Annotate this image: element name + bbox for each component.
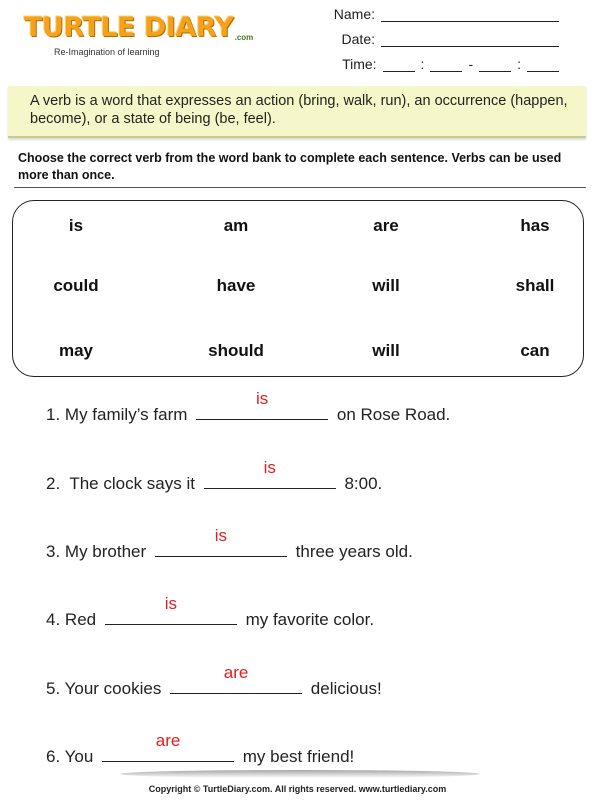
logo-text: TURTLE DIARY (24, 12, 234, 43)
word-bank-item: has (520, 216, 550, 235)
sentence-after: my favorite color. (245, 610, 375, 629)
sentence-number: 6. (46, 747, 61, 766)
word-bank-item: will (372, 341, 400, 360)
word-bank-item: could (53, 276, 99, 295)
sentence-6 (46, 731, 355, 767)
sentence-3 (46, 526, 413, 562)
copyright-footer: Copyright © TurtleDiary.com. All rights reserved. www.turtlediary.com (148, 784, 447, 794)
time-label: Time: (342, 56, 377, 72)
name-row (329, 6, 559, 22)
sentence-number: 1. (46, 405, 61, 424)
word-bank-item: may (58, 341, 94, 360)
word-bank-item: shall (515, 276, 555, 295)
answer-blank[interactable] (105, 594, 237, 625)
date-label: Date: (341, 31, 375, 47)
word-bank-item: have (216, 276, 256, 295)
sentence-before: My family’s farm (64, 405, 188, 424)
sentence-5 (46, 663, 382, 699)
word-bank-item: should (208, 341, 264, 360)
answer-text: is (263, 458, 276, 477)
answer-text: is (214, 526, 228, 545)
answer-blank[interactable] (102, 731, 234, 762)
time-separator: : (420, 56, 425, 72)
turtle-diary-logo (24, 10, 253, 46)
word-bank-item: is (68, 216, 84, 235)
sentence-1 (46, 389, 451, 425)
time-field-minutes-end[interactable] (527, 57, 559, 72)
sentence-after: on Rose Road. (336, 405, 451, 424)
logo-suffix: .com (234, 33, 254, 42)
time-field-minutes-start[interactable] (430, 57, 462, 72)
instructions: Choose the correct verb from the word bank to complete each sentence. Verbs can be used more than once. (18, 151, 562, 182)
answer-blank[interactable] (204, 458, 336, 489)
time-row (331, 56, 559, 72)
name-field[interactable] (381, 7, 559, 22)
answer-blank[interactable] (196, 389, 328, 420)
answer-text: is (164, 594, 177, 613)
answer-text: are (223, 663, 249, 682)
sentence-after: delicious! (310, 679, 382, 698)
time-separator: : (517, 56, 521, 72)
sentence-before: My brother (64, 542, 147, 561)
word-bank-item: will (372, 276, 400, 295)
footer-shadow (120, 770, 480, 778)
sentence-before: Your cookies (64, 679, 162, 698)
time-field-hours-start[interactable] (383, 57, 415, 72)
definition-text: A verb is a word that expresses an action (bring, walk, run), an occurrence (happen, become), or a state of being (be, feel). (30, 93, 568, 127)
answer-blank[interactable] (170, 663, 302, 694)
sentence-4 (46, 594, 375, 630)
answer-blank[interactable] (155, 526, 287, 557)
sentence-before: Red (64, 610, 97, 629)
sentence-number: 4. (46, 610, 61, 629)
answer-text: are (155, 731, 181, 750)
tagline: Re-Imagination of learning (54, 47, 160, 57)
word-bank-item: are (373, 216, 399, 235)
time-separator: - (468, 56, 474, 72)
sentence-after: my best friend! (242, 747, 355, 766)
word-bank (12, 200, 584, 377)
sentence-before: You (64, 747, 94, 766)
sentence-number: 3. (46, 542, 61, 561)
sentence-before: The clock says it (64, 474, 195, 493)
sentence-after: 8:00. (344, 474, 383, 493)
date-field[interactable] (381, 32, 559, 47)
sentence-number: 5. (46, 679, 61, 698)
word-bank-item: can (520, 341, 550, 360)
sentence-2 (46, 458, 383, 494)
date-row (329, 31, 559, 47)
definition-box (8, 86, 586, 138)
time-field-hours-end[interactable] (479, 57, 511, 72)
divider (14, 187, 586, 188)
word-bank-item: am (223, 216, 249, 235)
sentence-after: three years old. (295, 542, 413, 561)
answer-text: is (256, 389, 269, 408)
name-label: Name: (333, 6, 375, 22)
sentence-number: 2. (46, 474, 61, 493)
